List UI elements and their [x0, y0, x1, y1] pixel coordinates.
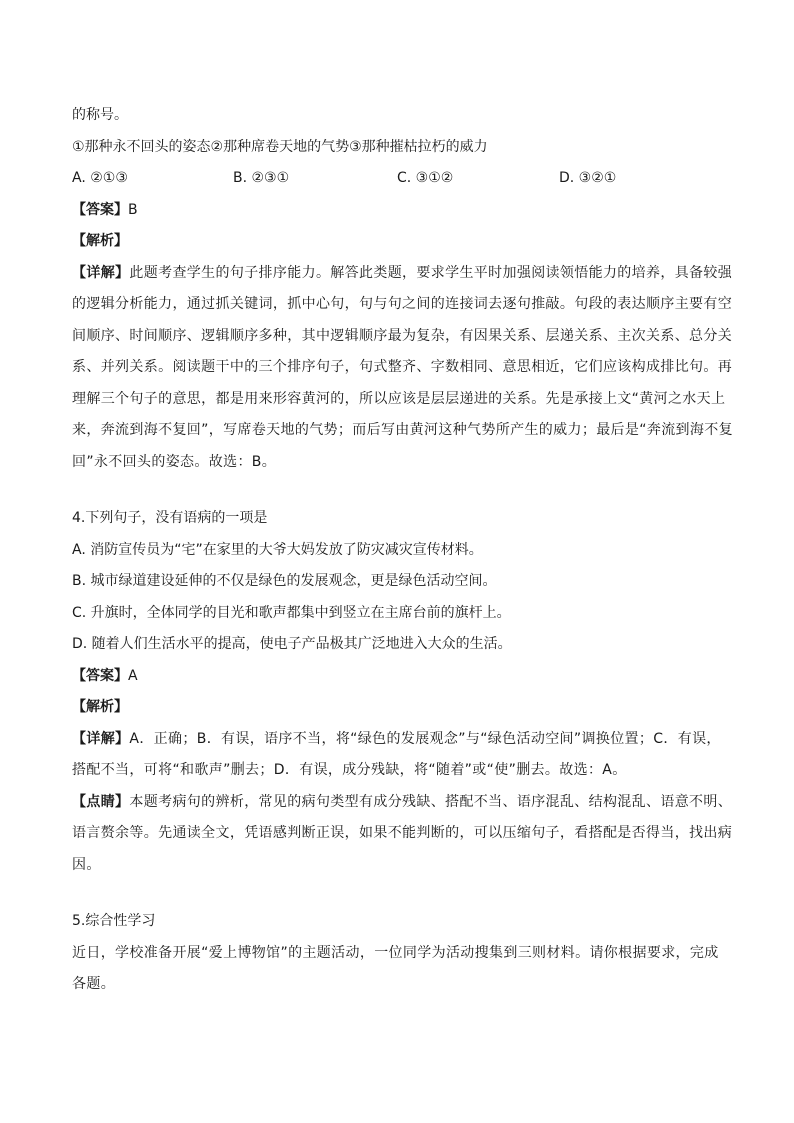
q4-detail-line [72, 724, 722, 756]
q4-analysis-tag: 【解析】 [72, 699, 128, 715]
q4-detail [72, 724, 722, 787]
q4-answer-value: A [128, 667, 138, 684]
q3-option-d: D. ③②① [559, 170, 617, 186]
q3-detail-line: 理解三个句子的意思，都是用来形容黄河的，所以应该是层层递进的关系。先是承接上文“黄河之水天上 [72, 390, 726, 407]
q5-intro [72, 938, 722, 1001]
q4-comment-text: 本题考病句的辨析，常见的病句类型有成分残缺、搭配不当、语序混乱、结构混乱、语意不明、 [129, 793, 733, 810]
q4-comment [72, 787, 733, 882]
q3-detail-line: 的逻辑分析能力，通过抓关键词，抓中心句，句与句之间的连接词去逐句推敲。句段的表达顺序主要有空 [72, 296, 733, 312]
q3-detail-line: 系、并列关系。阅读题干中的三个排序句子，句式整齐、字数相同、意思相近，它们应该构成排比句。再 [72, 359, 733, 375]
q3-option-c: C. ③①② [397, 170, 454, 186]
q4-analysis-heading [72, 692, 722, 724]
q3-analysis-tag: 【解析】 [72, 233, 128, 249]
q3-detail-line: 回”永不回头的姿态。故选：B。 [72, 453, 277, 470]
q4-detail-text: A．正确；B．有误，语序不当，将“绿色的发展观念”与“绿色活动空间”调换位置；C．有误， [129, 730, 721, 747]
q4-detail-tag: 【详解】 [72, 730, 130, 747]
q3-detail-line: 间顺序、时间顺序、逻辑顺序多种，其中逻辑顺序最为复杂，有因果关系、层递关系、主次关系、总分关 [72, 327, 733, 344]
q4-option-c: C. 升旗时，全体同学的目光和歌声都集中到竖立在主席台前的旗杆上。 [72, 604, 511, 621]
q5-intro-line: 各题。 [72, 976, 116, 992]
q3-option-b: B. ②③① [233, 170, 290, 186]
q3-answer-value: B [128, 201, 138, 218]
q5-stem: 5.综合性学习 [72, 913, 156, 929]
q4-answer [72, 661, 722, 693]
q3-option-a: A. ②①③ [72, 170, 128, 186]
q3-detail [72, 258, 733, 479]
q4-comment-line [72, 787, 733, 819]
q4-option-d: D. 随着人们生活水平的提高，使电子产品极其广泛地进入大众的生活。 [72, 636, 512, 652]
q3-detail-tag: 【详解】 [72, 264, 130, 281]
q3-options [72, 163, 722, 195]
q4-answer-tag: 【答案】 [72, 667, 128, 684]
q4-stem: 4.下列句子，没有语病的一项是 [72, 510, 268, 526]
q4-comment-line: 语言赘余等。先通读全文，凭语感判断正误，如果不能判断的，可以压缩句子，看搭配是否得当，找出病 [72, 825, 733, 841]
q3-detail-line [72, 258, 733, 290]
q3-tail: 的称号。 [72, 107, 128, 123]
page-content [72, 100, 733, 1001]
q4-option-a: A. 消防宣传员为“宅”在家里的大爷大妈发放了防灾减灾宣传材料。 [72, 541, 483, 558]
q3-detail-text: 此题考查学生的句子排序能力。解答此类题，要求学生平时加强阅读领悟能力的培养，具备较强 [129, 264, 733, 281]
q3-answer [72, 195, 722, 227]
q4-comment-line: 因。 [72, 856, 101, 873]
q3-detail-line: 来，奔流到海不复回”，写席卷天地的气势；而后写由黄河这种气势所产生的威力；最后是“奔流到海不复 [72, 422, 733, 438]
q3-sentences: ①那种永不回头的姿态②那种席卷天地的气势③那种摧枯拉朽的威力 [72, 138, 488, 155]
q4-option-b: B. 城市绿道建设延伸的不仅是绿色的发展观念，更是绿色活动空间。 [72, 573, 497, 589]
q5-intro-line: 近日，学校准备开展“爱上博物馆”的主题活动，一位同学为活动搜集到三则材料。请你根据要求，完成 [72, 944, 719, 961]
q3-answer-tag: 【答案】 [72, 201, 128, 218]
q4-detail-line: 搭配不当，可将“和歌声”删去；D．有误，成分残缺，将“随着”或“使”删去。故选：A。 [72, 762, 627, 778]
q4-comment-tag: 【点睛】 [72, 793, 130, 810]
q3-analysis-heading [72, 226, 722, 258]
